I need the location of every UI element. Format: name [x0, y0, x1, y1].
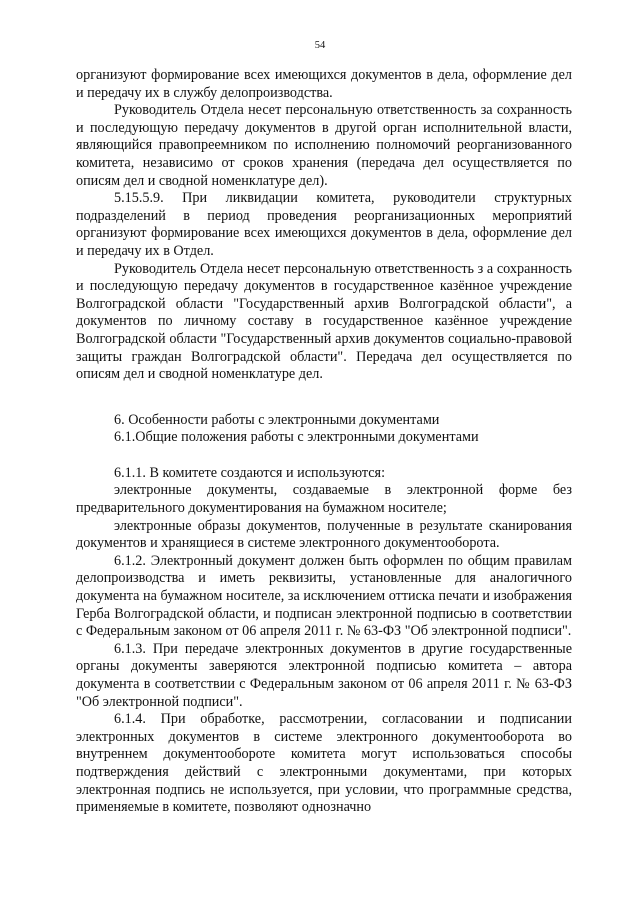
paragraph-continuation: организуют формирование всех имеющихся документов в дела, оформление дел и передачу их в службу делопроизводства. — [76, 67, 572, 101]
paragraph: 6.1.4. При обработке, рассмотрении, согласовании и подписании электронных документов в системе электронного документооборота во внутреннем документообороте комитета могут использоваться способы подтверждения действий с электронными документами, при которых электронная подпись не используется, при условии, что программные средства, применяемые в комитете, позволяют однозначно — [76, 711, 572, 816]
paragraph: 5.15.5.9. При ликвидации комитета, руководители структурных подразделений в период проведения реорганизационных мероприятий организуют формирование всех имеющихся документов в дела, оформление дел и передачу их в Отдел. — [76, 190, 572, 259]
spacer — [76, 447, 572, 465]
paragraph: электронные документы, создаваемые в электронной форме без предварительного документирования на бумажном носителе; — [76, 482, 572, 517]
paragraph: 6.1.3. При передаче электронных документов в другие государственные органы документы заверяются электронной подписью комитета – автора документа в соответствии с Федеральным законом от 06 апреля 2011 г. № 63-ФЗ "Об электронной подписи". — [76, 640, 572, 710]
paragraph: Руководитель Отдела несет персональную ответственность за сохранность и последующую передачу документов в другой орган исполнительной власти, являющийся правопреемником по исполнению полномочий реорганизованного комитета, независимо от сроков хранения (передача дел осуществляется по описям дел и сводной номенклатуре дел). — [76, 102, 572, 189]
paragraph: электронные образы документов, полученные в результате сканирования документов и хранящиеся в системе электронного документооборота. — [76, 517, 572, 552]
document-body — [76, 67, 572, 817]
spacer — [76, 384, 572, 412]
paragraph: 6.1.2. Электронный документ должен быть оформлен по общим правилам делопроизводства и иметь реквизиты, установленные для аналогичного документа на бумажном носителе, за исключением оттиска печати и изображения Герба Волгоградской области, и подписан электронной подписью в соответствии с Федеральным законом от 06 апреля 2011 г. № 63-ФЗ "Об электронной подписи". — [76, 552, 572, 640]
page-number: 54 — [314, 40, 326, 51]
subsection-heading: 6.1.Общие положения работы с электронными документами — [114, 429, 479, 446]
paragraph: 6.1.1. В комитете создаются и используются: — [114, 464, 386, 481]
paragraph: Руководитель Отдела несет персональную ответственность з а сохранность и последующую передачу документов в государственное казённое учреждение Волгоградской области "Государственный архив Волгоградской области", а документов по личному составу в государственное казённое учреждение Волгоградской области "Государственный архив документов социально-правовой защиты граждан Волгоградской области". Передача дел осуществляется по описям дел и сводной номенклатуре дел. — [76, 260, 572, 383]
section-heading: 6. Особенности работы с электронными документами — [114, 411, 440, 428]
